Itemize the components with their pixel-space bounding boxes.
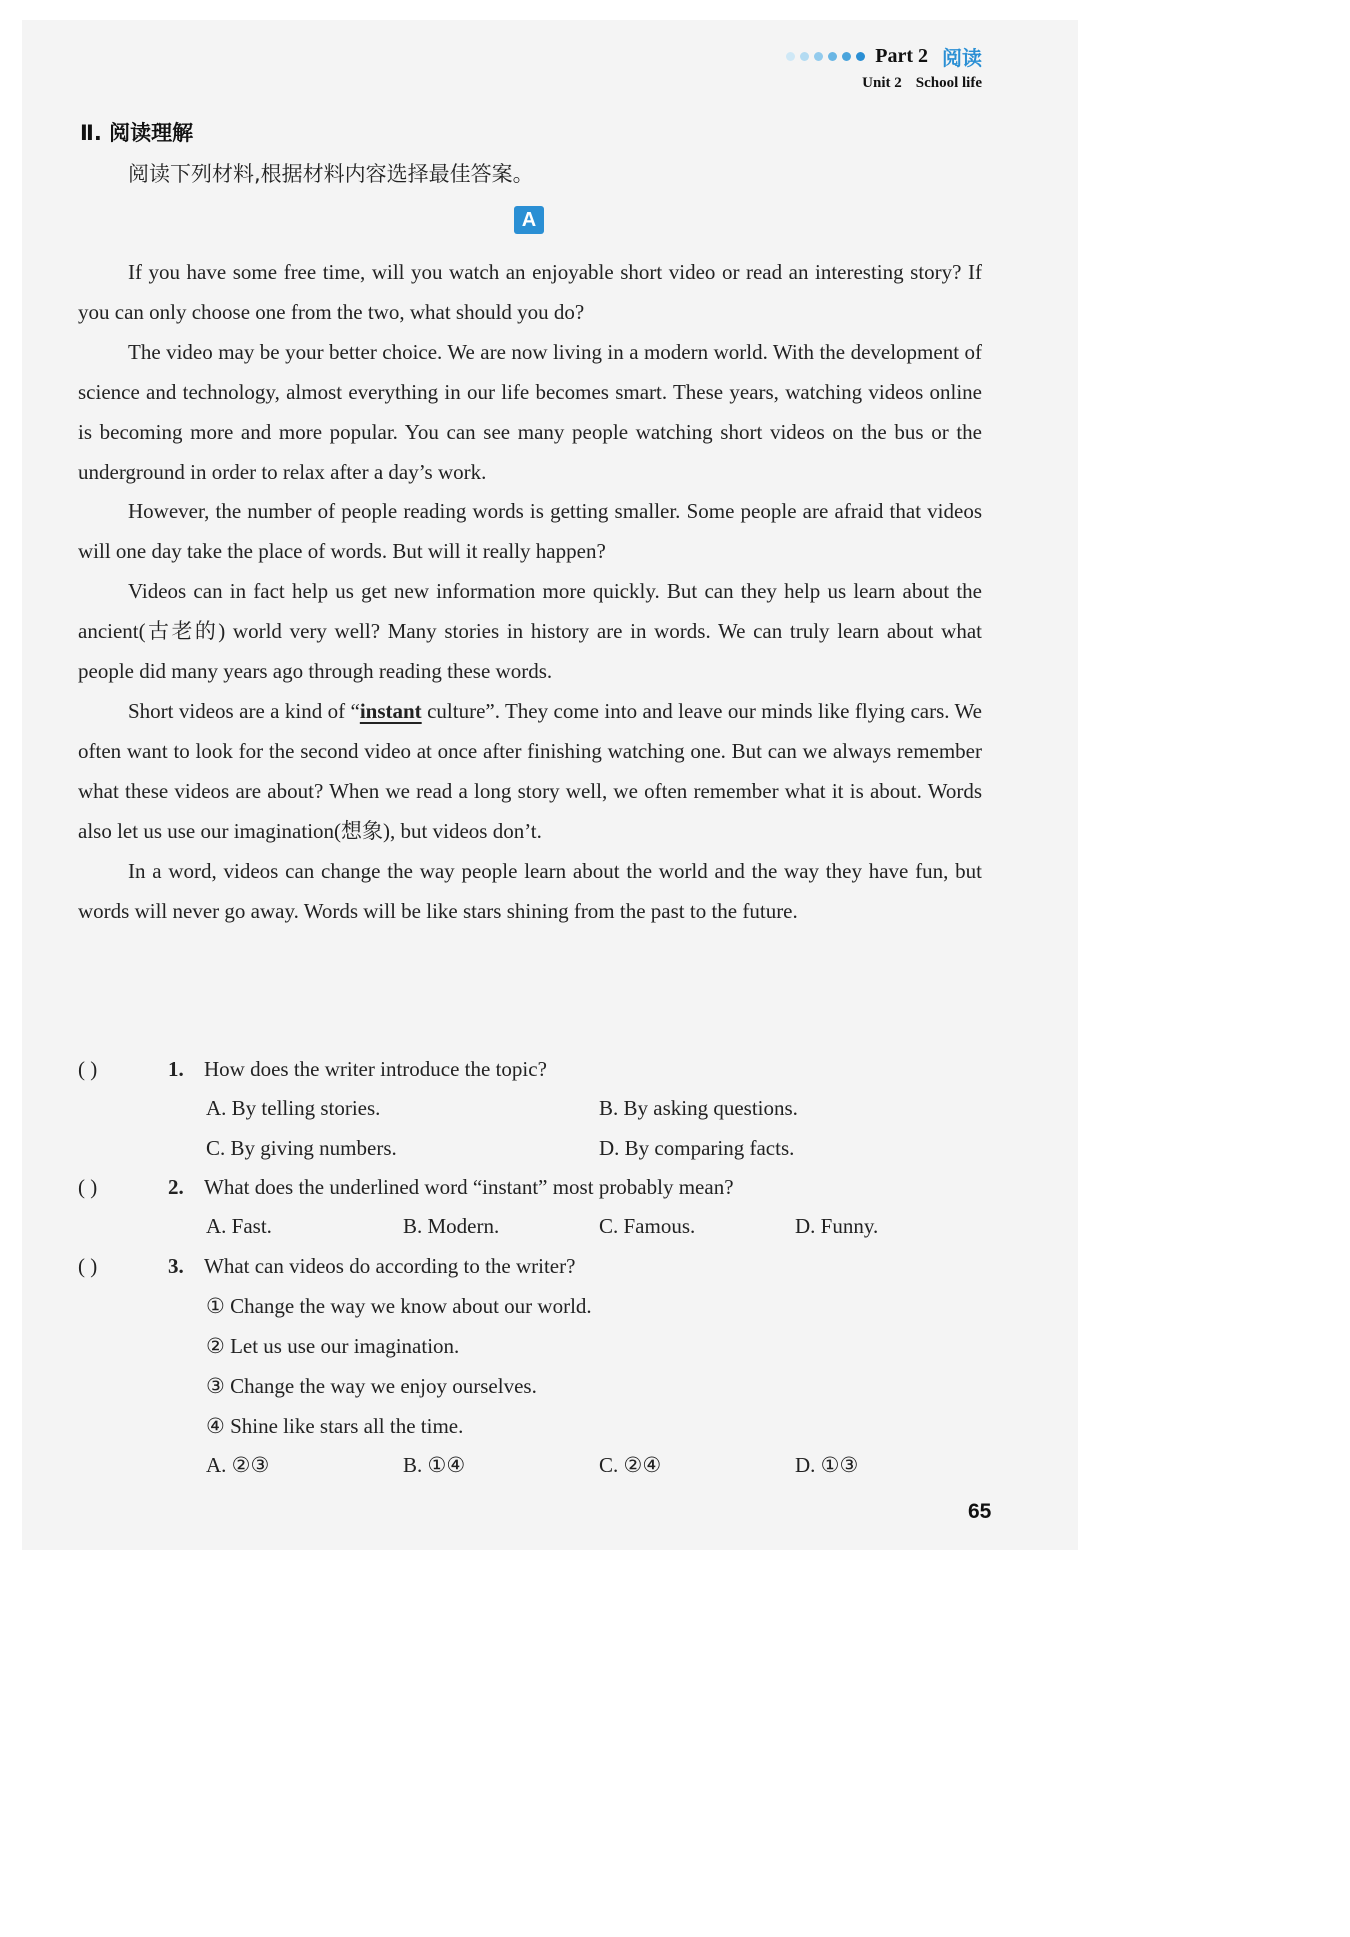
q2-option-c: C. Famous. (599, 1214, 696, 1238)
question-text: What can videos do according to the writer? (204, 1254, 576, 1278)
header-dot-1 (786, 52, 795, 61)
question-1 (78, 1057, 547, 1082)
header-dot-2 (800, 52, 809, 61)
q2-option-b: B. Modern. (403, 1214, 500, 1238)
unit-line (786, 75, 982, 92)
q2-option-a: A. Fast. (206, 1214, 272, 1238)
q3-option-c: C. ②④ (599, 1453, 662, 1477)
unit-label: Unit 2 (862, 75, 902, 91)
paragraph-2: The video may be your better choice. We are now living in a modern world. With the development of science and technology, almost everything in our life becomes smart. These years, watching videos online is becoming more and more popular. You can see many people watching short videos on the bus or the underground in order to relax after a day’s work. (78, 339, 982, 484)
header-part-row (786, 42, 982, 71)
underlined-word: instant (359, 698, 422, 723)
reading-passage (78, 253, 982, 931)
header-dot-5 (842, 52, 851, 61)
question-number: 1. (168, 1057, 184, 1081)
q3-option-b: B. ①④ (403, 1453, 466, 1477)
header-dot-3 (814, 52, 823, 61)
paragraph-3: However, the number of people reading words is getting smaller. Some people are afraid that videos will one day take the place of words. But will it really happen? (78, 499, 982, 564)
paragraph-5-start: Short videos are a kind of “ (128, 698, 360, 723)
header-dot-4 (828, 52, 837, 61)
q1-option-b: B. By asking questions. (599, 1096, 798, 1120)
q2-option-d: D. Funny. (795, 1214, 879, 1238)
question-number: 3. (168, 1254, 184, 1278)
passage-badge: A (514, 206, 544, 234)
paragraph-1: If you have some free time, will you watch an enjoyable short video or read an interesting story? If you can only choose one from the two, what should you do? (78, 260, 982, 324)
paragraph-5 (78, 692, 982, 852)
part-chinese-label: 阅读 (942, 46, 982, 70)
unit-title: School life (915, 75, 982, 91)
question-number: 2. (168, 1175, 184, 1199)
q3-statement-3: ③ Change the way we enjoy ourselves. (206, 1374, 537, 1398)
q3-statement-1: ① Change the way we know about our world. (206, 1294, 592, 1318)
section-title: Ⅱ. 阅读理解 (80, 121, 194, 145)
answer-blank[interactable]: ( ) (78, 1057, 98, 1081)
paragraph-4: Videos can in fact help us get new information more quickly. But can they help us learn about the ancient(古老的) world very well? Many stories in history are in words. We can truly learn about what people did many years ago through reading these words. (78, 579, 982, 684)
answer-blank[interactable]: ( ) (78, 1175, 98, 1199)
paragraph-5-rest: culture”. They come into and leave our minds like flying cars. We often want to look for the second video at once after finishing watching one. But can we always remember what these videos are about? When we read a long story well, we often remember what it is about. Words also let us use our imagination(想象), but videos don’t. (78, 698, 982, 843)
question-text: What does the underlined word “instant” most probably mean? (204, 1175, 734, 1199)
q3-option-d: D. ①③ (795, 1453, 859, 1477)
q3-statement-2: ② Let us use our imagination. (206, 1334, 460, 1358)
q3-option-a: A. ②③ (206, 1453, 270, 1477)
page-number: 65 (968, 1500, 992, 1523)
q3-statement-4: ④ Shine like stars all the time. (206, 1414, 464, 1438)
q1-option-d: D. By comparing facts. (599, 1136, 795, 1160)
header-dot-6 (856, 52, 865, 61)
question-3 (78, 1254, 575, 1279)
decorative-dots (786, 52, 865, 61)
q1-option-a: A. By telling stories. (206, 1096, 381, 1120)
question-2 (78, 1175, 734, 1200)
paragraph-6: In a word, videos can change the way people learn about the world and the way they have fun, but words will never go away. Words will be like stars shining from the past to the future. (78, 858, 982, 923)
question-text: How does the writer introduce the topic? (204, 1057, 547, 1081)
answer-blank[interactable]: ( ) (78, 1254, 98, 1278)
part-label: Part 2 (875, 45, 928, 67)
q1-option-c: C. By giving numbers. (206, 1136, 397, 1160)
page-header (786, 42, 982, 92)
section-instruction: 阅读下列材料,根据材料内容选择最佳答案。 (128, 162, 534, 186)
